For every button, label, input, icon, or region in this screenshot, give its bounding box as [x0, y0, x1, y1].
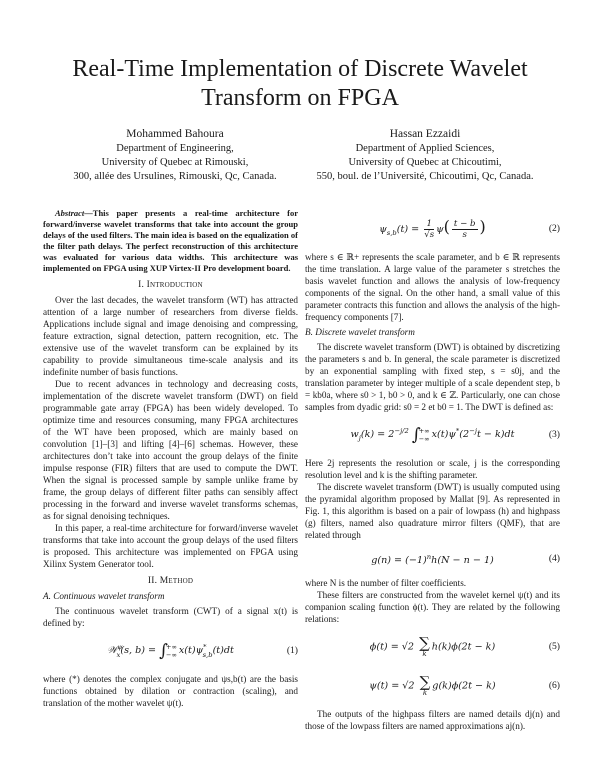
equation-5 [305, 630, 560, 664]
scale-paragraph: where s ∈ ℝ+ represents the scale parameter, and b ∈ ℝ represents the time translation. A large value of the parameter s stretches the basis wavelet function and allows the analysis of low-frequency components of the signal. On the other hand, a small value of this parameter contracts this function and allows the analysis of the high-frequency components [7]. [305, 252, 560, 322]
filters-paragraph: These filters are constructed from the wavelet kernel ψ(t) and its companion scaling function ϕ(t). They are related by the following relations: [305, 590, 560, 624]
equation-3-number: (3) [548, 429, 560, 440]
author-block-2 [290, 127, 560, 184]
author-department: Department of Engineering, [116, 143, 234, 154]
intro-paragraph-1: Over the last decades, the wavelet transform (WT) has attracted attention of a large number of researchers from diverse fields. Applications include signal and image denoising and compressing, feature extraction, signal detection, pattern recognition, etc. The extensive use of the wavelet transform can be explained by its capability to provide simultaneous time-scale analysis and its indefinite number of basis functions. [43, 295, 298, 377]
section-heading-introduction: I. Introduction [138, 280, 203, 290]
equation-2 [305, 212, 560, 246]
author-name: Hassan Ezzaidi [389, 128, 461, 140]
right-column [305, 208, 560, 732]
section-heading-method: II. Method [147, 576, 194, 586]
author-university: University of Quebec at Rimouski, [101, 157, 249, 168]
intro-paragraph-2: Due to recent advances in technology and decreasing costs, implementation of the discrete wavelet transform (DWT) on field programmable gate array (FPGA) has been widely developed. To optimize time and resources consuming, many FPGA architectures of the WT have been proposed, which are mainly based on convolution [1]–[3] and lifting [4]–[6] schemas. However, these architectures don’t take into account the group delays of the finite impulse response (FIR) filters that are used to compute the DWT. When the signal is processed sample by sample unlike frame by frame, the group delays of different filter paths can sensibly affect processing in the forward and inverse wavelet transforms schemas, as for signal denoising techniques. [43, 379, 298, 521]
author-address: 300, allée des Ursulines, Rimouski, Qc, Canada. [73, 171, 277, 182]
equation-3-expression: $w_j(k) = 2^{-j/2}$ ∫ +∞ −∞ $x(t)\psi^*(2^{-j}t - k)dt$ [350, 425, 515, 446]
subsection-heading-dwt: B. Discrete wavelet transform [305, 327, 415, 337]
author-name: Mohammed Bahoura [126, 128, 224, 140]
subsection-heading-cwt: A. Continuous wavelet transform [43, 591, 165, 601]
cwt-intro-paragraph: The continuous wavelet transform (CWT) of a signal x(t) is defined by: [43, 606, 298, 628]
paper-title: Real-Time Implementation of Discrete Wavelet Transform on FPGA [72, 56, 528, 111]
equation-6-number: (6) [548, 680, 560, 691]
intro-paragraph-3: In this paper, a real-time architecture for forward/inverse wavelet transforms that take into account the group delays of the used filters is proposed. This architecture was implemented on FPGA using Xilinx System Generator tool. [43, 523, 298, 569]
equation-3 [305, 418, 560, 452]
dwt-paragraph-1: The discrete wavelet transform (DWT) is obtained by discretizing the parameters s and b. In general, the scale parameter is discretized by an exponential sampling with fixed step, s = s0j, and the translation parameter by integer multiple of a scale dependent step, b = kb0a, where s0 > 1, b0 > 0, and k ∈ ℤ. Particularly, one can chose samples from dyadic grid: s0 = 2 et b0 = 1. The DWT is defined as: [305, 342, 560, 412]
outputs-paragraph: The outputs of the highpass filters are named details dj(n) and those of the lowpass filters are named approximations aj(n). [305, 709, 560, 731]
author-university: University of Quebec at Chicoutimi, [348, 157, 502, 168]
equation-6-expression: ψ(t) = √2 ∑ k g(k)ϕ(2t − k) [369, 673, 496, 697]
abstract-text: —This paper presents a real-time architecture for forward/inverse wavelet transforms that take into account the group delays of the used filters. The main idea is based on the equalization of the filter path delays. The perfect reconstruction of this architecture was evaluated for various data widths. This architecture was implemented on FPGA using XUP Virtex-II Pro development board. [43, 208, 298, 273]
dwt-after-paragraph: Here 2j represents the resolution or scale, j is the corresponding resolution level and k is the shifting parameter. [305, 458, 560, 480]
eq4-after-paragraph: where N is the number of filter coefficients. [305, 578, 467, 588]
cwt-after-paragraph: where (*) denotes the complex conjugate and ψs,b(t) are the basis functions obtained by dilation or contraction (scaling), and translation of the mother wavelet ψ(t). [43, 674, 298, 708]
equation-2-expression: $\psi_{s,b}(t)$ = $\frac{1}{√s}$ ψ( $\frac{t - b}{s}$ ) [379, 216, 486, 240]
equation-1-expression: 𝒲$^\psi_x$(s, b) = ∫ +∞ −∞ $x(t)\psi^*_{s,b}(t)dt$ [107, 641, 234, 662]
dwt-paragraph-2: The discrete wavelet transform (DWT) is usually computed using the pyramidal algorithm proposed by Mallat [9]. As represented in Fig. 1, this algorithm is based on a pair of lowpass (h) and highpass (g) filters, named also quadrature mirror filters (QMF), that are related through [305, 482, 560, 540]
abstract-label: Abstract [55, 208, 85, 218]
equation-4 [305, 546, 560, 572]
author-block-1 [40, 127, 310, 184]
equation-4-expression: $g(n) = (-1)^nh(N - n - 1)$ [371, 552, 494, 567]
author-department: Department of Applied Sciences, [355, 143, 495, 154]
equation-2-number: (2) [548, 223, 560, 234]
equation-1-number: (1) [286, 645, 298, 656]
abstract [43, 208, 298, 274]
equation-4-number: (4) [548, 553, 560, 564]
equation-5-expression: ϕ(t) = √2 ∑ k h(k)ϕ(2t − k) [369, 634, 496, 658]
equation-1 [43, 634, 298, 668]
left-column [43, 208, 298, 709]
equation-6 [305, 669, 560, 703]
equation-5-number: (5) [548, 641, 560, 652]
author-address: 550, boul. de l’Université, Chicoutimi, Qc, Canada. [316, 171, 534, 182]
